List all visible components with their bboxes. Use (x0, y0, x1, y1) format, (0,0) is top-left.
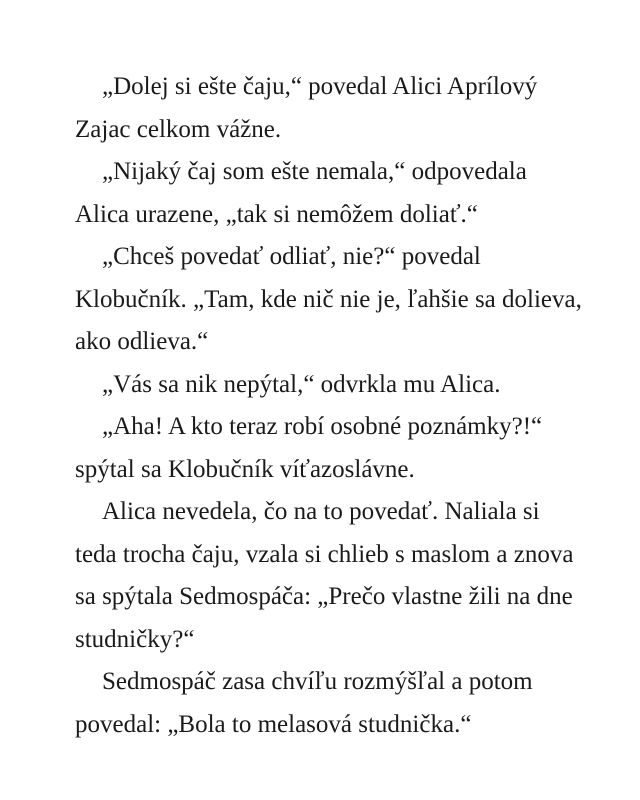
text-line: Zajac celkom vážne. (75, 115, 282, 143)
text-line: „Nijaký čaj som ešte nemala,“ odpovedala (102, 158, 527, 185)
text-line: studničky?“ (75, 625, 195, 653)
text-line: povedal: „Bola to melasová studnička.“ (75, 710, 472, 738)
text-line: Sedmospáč zasa chvíľu rozmýšľal a potom (102, 668, 533, 695)
text-line: „Dolej si ešte čaju,“ povedal Alici Aprílový (102, 73, 538, 100)
text-line: „Chceš povedať odliať, nie?“ povedal (102, 243, 481, 270)
text-line: sa spýtala Sedmospáča: „Prečo vlastne žili na dne (75, 583, 573, 610)
text-line: ako odlieva.“ (75, 328, 209, 355)
text-line: Alica nevedela, čo na to povedať. Naliala si (102, 498, 540, 525)
text-line: Klobučník. „Tam, kde nič nie je, ľahšie sa dolieva, (75, 285, 582, 313)
text-line: spýtal sa Klobučník víťazoslávne. (75, 455, 415, 483)
text-line: „Aha! A kto teraz robí osobné poznámky?!“ (102, 413, 543, 440)
text-line: „Vás sa nik nepýtal,“ odvrkla mu Alica. (102, 370, 501, 398)
body-text (75, 66, 582, 746)
text-line: Alica urazene, „tak si nemôžem doliať.“ (75, 200, 478, 228)
text-line: teda trocha čaju, vzala si chlieb s maslom a znova (75, 540, 574, 568)
